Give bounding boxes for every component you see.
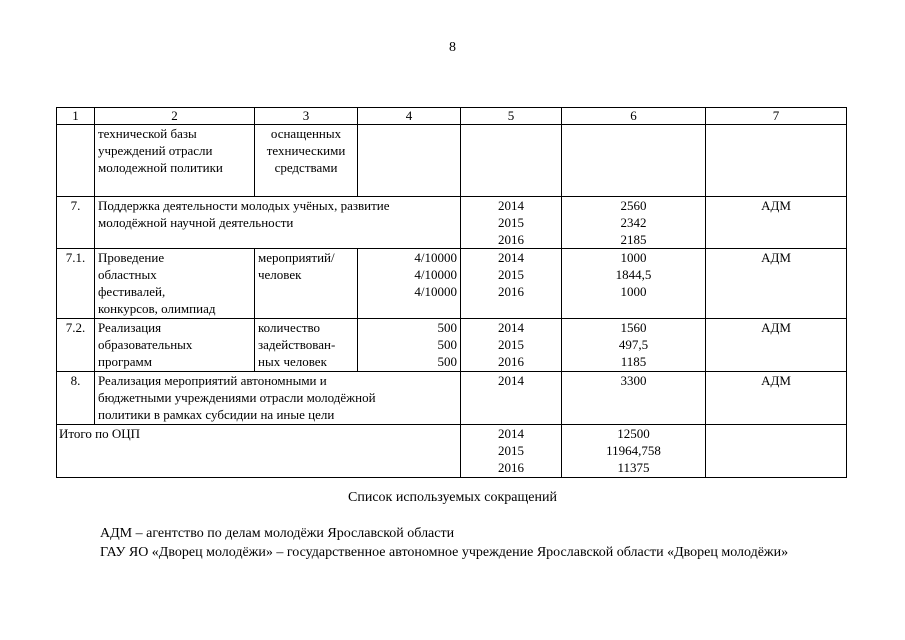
- row-unit: количество задействован- ных человек: [255, 319, 358, 372]
- table-row: [57, 319, 847, 372]
- row-value: 500 500 500: [358, 319, 461, 372]
- row-value: 4/10000 4/10000 4/10000: [358, 249, 461, 319]
- header-cell: 1: [57, 108, 95, 125]
- row-years: 2014 2015 2016: [461, 319, 562, 372]
- row-years: 2014: [461, 372, 562, 425]
- row-amounts: [562, 125, 706, 197]
- row-number: 7.: [57, 197, 95, 249]
- program-table: [56, 107, 847, 478]
- row-executor: АДМ: [706, 319, 847, 372]
- row-years: [461, 125, 562, 197]
- abbreviations-title: Список используемых сокращений: [348, 490, 557, 505]
- row-amounts: 1560 497,5 1185: [562, 319, 706, 372]
- row-number: 7.1.: [57, 249, 95, 319]
- row-unit: оснащенных техническими средствами: [255, 125, 358, 197]
- abbreviation-item: ГАУ ЯО «Дворец молодёжи» – государственное автономное учреждение Ярославской области «Дворец молодёжи»: [100, 545, 789, 560]
- row-name: Проведение областных фестивалей, конкурсов, олимпиад: [95, 249, 255, 319]
- header-cell: 3: [255, 108, 358, 125]
- total-years: 2014 2015 2016: [461, 425, 562, 478]
- row-name: технической базы учреждений отрасли молодежной политики: [95, 125, 255, 197]
- row-value: [358, 125, 461, 197]
- table-row: [57, 197, 847, 249]
- row-number: [57, 125, 95, 197]
- row-years: 2014 2015 2016: [461, 249, 562, 319]
- total-label: Итого по ОЦП: [57, 425, 461, 478]
- row-amounts: 1000 1844,5 1000: [562, 249, 706, 319]
- total-executor: [706, 425, 847, 478]
- table-row: [57, 249, 847, 319]
- row-number: 8.: [57, 372, 95, 425]
- row-executor: АДМ: [706, 197, 847, 249]
- total-amounts: 12500 11964,758 11375: [562, 425, 706, 478]
- abbreviation-item: АДМ – агентство по делам молодёжи Ярославской области: [100, 526, 455, 541]
- row-executor: АДМ: [706, 372, 847, 425]
- header-cell: 5: [461, 108, 562, 125]
- row-number: 7.2.: [57, 319, 95, 372]
- row-amounts: 3300: [562, 372, 706, 425]
- row-executor: АДМ: [706, 249, 847, 319]
- row-name: Реализация образовательных программ: [95, 319, 255, 372]
- header-cell: 4: [358, 108, 461, 125]
- table-total-row: [57, 425, 847, 478]
- row-years: 2014 2015 2016: [461, 197, 562, 249]
- row-name: Поддержка деятельности молодых учёных, развитие молодёжной научной деятельности: [95, 197, 461, 249]
- table-row: [57, 125, 847, 197]
- header-cell: 6: [562, 108, 706, 125]
- row-executor: [706, 125, 847, 197]
- row-name: Реализация мероприятий автономными и бюджетными учреждениями отрасли молодёжной политики в рамках субсидии на иные цели: [95, 372, 461, 425]
- table-header-row: [57, 108, 847, 125]
- row-amounts: 2560 2342 2185: [562, 197, 706, 249]
- header-cell: 2: [95, 108, 255, 125]
- table-row: [57, 372, 847, 425]
- row-unit: мероприятий/ человек: [255, 249, 358, 319]
- page-number: 8: [449, 40, 456, 55]
- header-cell: 7: [706, 108, 847, 125]
